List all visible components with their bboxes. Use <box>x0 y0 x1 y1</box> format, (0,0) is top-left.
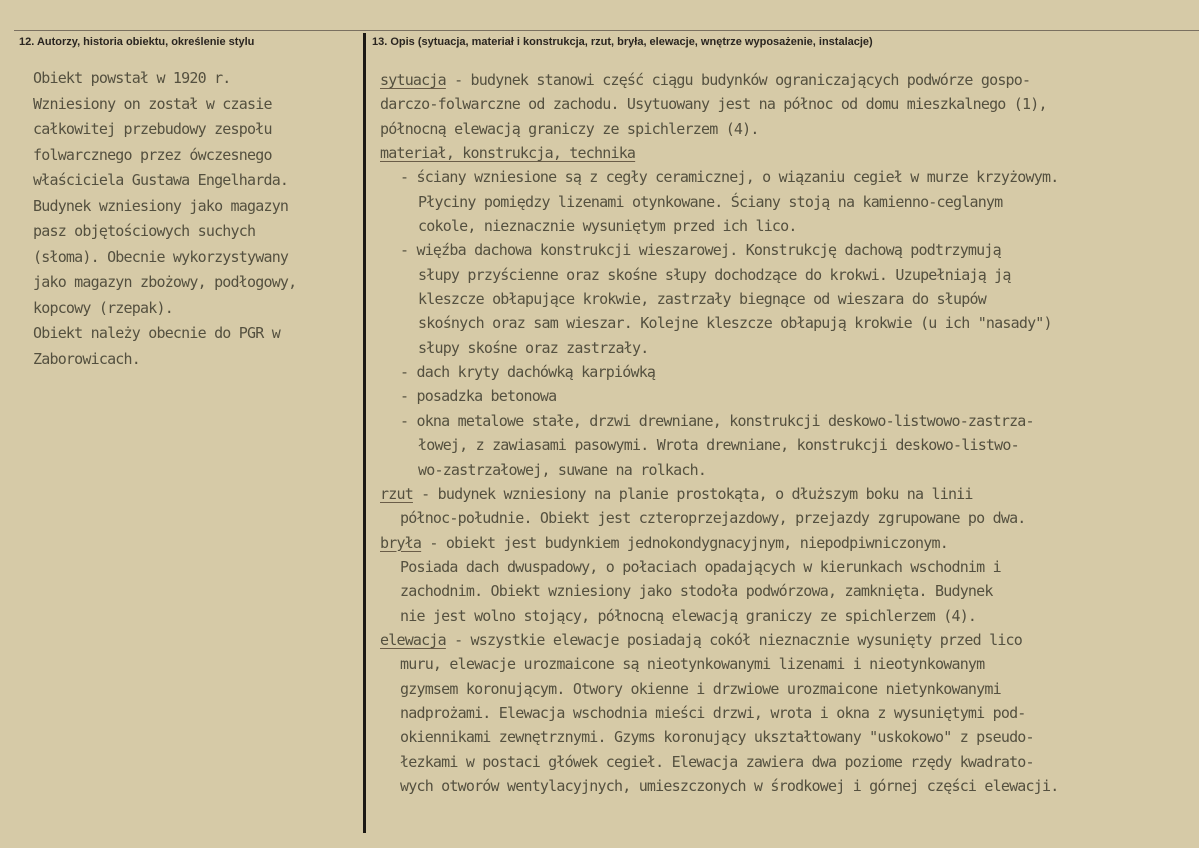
line-text: - dach kryty dachówką karpiówką <box>400 363 656 382</box>
line-text: nie jest wolno stojący, północną elewacją graniczy ze spichlerzem (4). <box>400 606 977 625</box>
description-line <box>380 360 1195 384</box>
line-text: muru, elewacje urozmaicone są nieotynkowanymi lizenami i nieotynkowanym <box>400 655 985 674</box>
description-line <box>380 531 1195 555</box>
history-line: jako magazyn zbożowy, podłogowy, <box>33 273 297 291</box>
line-text: łezkami w postaci główek cegieł. Elewacja zawiera dwa poziome rzędy kwadrato- <box>400 752 1034 771</box>
description-line <box>380 701 1195 725</box>
line-text: okiennikami zewnętrznymi. Gzyms koronujący ukształtowany "uskokowo" z pseudo- <box>400 728 1034 747</box>
line-text: słupy skośne oraz zastrzały. <box>418 338 649 357</box>
line-text: kleszcze obłapujące krokwie, zastrzały biegnące od wieszara do słupów <box>418 290 986 309</box>
description-line <box>380 336 1195 360</box>
line-text: cokole, nieznacznie wysuniętym przed ich lico. <box>418 217 797 236</box>
column-divider <box>363 33 366 833</box>
history-text <box>33 66 296 372</box>
description-line <box>380 555 1195 579</box>
description-line <box>380 165 1195 189</box>
description-line <box>380 604 1195 628</box>
description-line <box>380 287 1195 311</box>
description-line <box>380 311 1195 335</box>
description-line <box>380 482 1195 506</box>
line-text: nadprożami. Elewacja wschodnia mieści drzwi, wrota i okna z wysuniętymi pod- <box>400 703 1026 722</box>
description-text <box>380 68 1195 798</box>
description-line <box>380 263 1195 287</box>
description-line <box>380 750 1195 774</box>
description-line <box>380 579 1195 603</box>
description-line <box>380 190 1195 214</box>
description-line <box>380 117 1195 141</box>
description-line <box>380 433 1195 457</box>
line-text: zachodnim. Obiekt wzniesiony jako stodoła podwórzowa, zamknięta. Budynek <box>400 582 993 601</box>
line-text: wo-zastrzałowej, suwane na rolkach. <box>418 460 707 479</box>
description-line <box>380 458 1195 482</box>
description-line <box>380 238 1195 262</box>
line-text: Posiada dach dwuspadowy, o połaciach opadających w kierunkach wschodnim i <box>400 557 1001 576</box>
description-line <box>380 652 1195 676</box>
line-text: wych otworów wentylacyjnych, umieszczonych w środkowej i górnej części elewacji. <box>400 776 1059 795</box>
line-text: północ-południe. Obiekt jest czteroprzejazdowy, przejazdy zgrupowane po dwa. <box>400 509 1026 528</box>
line-text: - budynek wzniesiony na planie prostokąta, o dłuższym boku na linii <box>412 484 973 503</box>
description-line <box>380 774 1195 798</box>
history-line: kopcowy (rzepak). <box>33 298 173 317</box>
history-line: folwarcznego przez ówczesnego <box>33 145 272 164</box>
line-text: północną elewacją graniczy ze spichlerzem (4). <box>380 119 759 138</box>
history-line: Wzniesiony on został w czasie <box>33 94 272 113</box>
section-heading-history: 12. Autorzy, historia obiektu, określenie stylu <box>19 36 255 48</box>
section-label: materiał, konstrukcja, technika <box>380 144 636 163</box>
history-line: (słoma). Obecnie wykorzystywany <box>33 247 289 266</box>
description-line <box>380 92 1195 116</box>
section-label: sytuacja <box>380 71 446 89</box>
line-text: gzymsem koronującym. Otwory okienne i drzwiowe urozmaicone nietynkowanymi <box>400 679 1001 698</box>
description-line <box>380 409 1195 433</box>
line-text: - więźba dachowa konstrukcji wieszarowej. Konstrukcję dachową podtrzymują <box>400 241 1001 260</box>
top-rule <box>14 30 1199 31</box>
description-line <box>380 68 1195 92</box>
history-line: Budynek wzniesiony jako magazyn <box>33 196 289 215</box>
description-line <box>380 628 1195 652</box>
history-line: właściciela Gustawa Engelharda. <box>33 171 289 189</box>
description-line <box>380 141 1195 165</box>
history-line: całkowitej przebudowy zespołu <box>33 120 272 138</box>
description-line <box>380 214 1195 238</box>
section-label: bryła <box>380 533 422 552</box>
description-line <box>380 677 1195 701</box>
section-label: rzut <box>380 484 413 503</box>
line-text: - okna metalowe stałe, drzwi drewniane, konstrukcji deskowo-listwowo-zastrza- <box>400 411 1034 430</box>
line-text: - obiekt jest budynkiem jednokondygnacyjnym, niepodpiwniczonym. <box>421 533 948 552</box>
line-text: skośnych oraz sam wieszar. Kolejne kleszcze obłapują krokwie (u ich "nasady") <box>418 314 1052 333</box>
line-text: - posadzka betonowa <box>400 387 557 406</box>
history-line: Zaborowicach. <box>33 349 141 368</box>
description-line <box>380 384 1195 408</box>
line-text: Płyciny pomiędzy lizenami otynkowane. Ściany stoją na kamienno-ceglanym <box>418 192 1003 211</box>
line-text: - wszystkie elewacje posiadają cokół nieznacznie wysunięty przed lico <box>445 630 1023 649</box>
history-line: pasz objętościowych suchych <box>33 222 256 240</box>
line-text: darczo-folwarczne od zachodu. Usytuowany jest na północ od domu mieszkalnego (1), <box>380 95 1047 114</box>
history-line: Obiekt należy obecnie do PGR w <box>33 324 280 342</box>
description-line <box>380 725 1195 749</box>
section-label: elewacja <box>380 630 446 649</box>
description-line <box>380 506 1195 530</box>
section-heading-description: 13. Opis (sytuacja, materiał i konstrukcja, rzut, bryła, elewacje, wnętrze wyposażenie, instalacje) <box>372 36 873 48</box>
line-text: - budynek stanowi część ciągu budynków ograniczających podwórze gospo- <box>445 71 1031 89</box>
line-text: łowej, z zawiasami pasowymi. Wrota drewniane, konstrukcji deskowo-listwo- <box>418 436 1019 455</box>
line-text: słupy przyścienne oraz skośne słupy dochodzące do krokwi. Uzupełniają ją <box>418 265 1011 284</box>
history-line: Obiekt powstał w 1920 r. <box>33 69 231 87</box>
line-text: - ściany wzniesione są z cegły ceramicznej, o wiązaniu cegieł w murze krzyżowym. <box>400 168 1059 187</box>
